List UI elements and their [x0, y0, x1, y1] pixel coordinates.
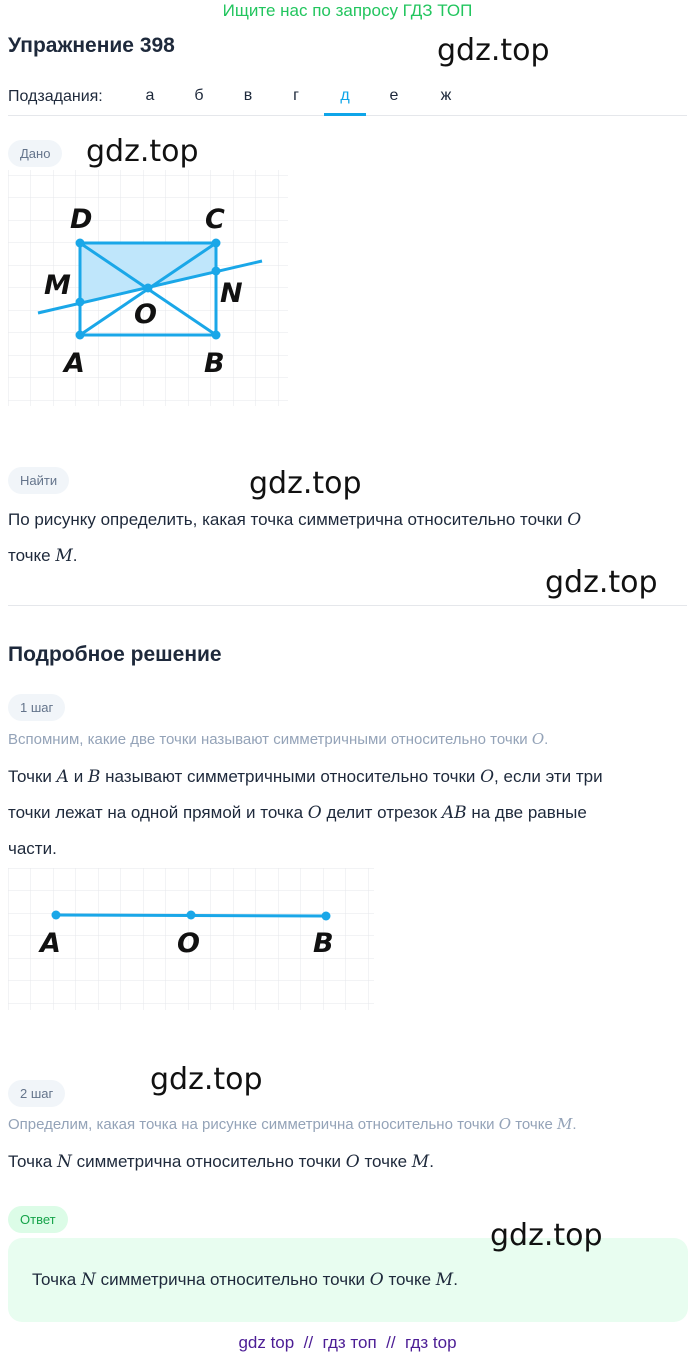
point-b	[212, 331, 221, 340]
label-a: A	[40, 928, 61, 959]
answer-text: Точка N симметрична относительно точки O точке M.	[32, 1270, 458, 1290]
label-b: B	[313, 928, 334, 959]
label-o: O	[177, 928, 200, 959]
footer-links[interactable]: gdz top // гдз топ // гдз top	[238, 1333, 457, 1352]
subtask-v[interactable]: в	[243, 87, 253, 104]
subtasks-label: Подзадания:	[8, 88, 103, 105]
label-c: C	[205, 204, 225, 235]
watermark: gdz.top	[86, 134, 199, 169]
active-tab-indicator	[324, 113, 366, 116]
step2-explanation: Точка N симметрична относительно точки O точке M.	[8, 1152, 434, 1172]
watermark: gdz.top	[150, 1062, 263, 1097]
find-statement: По рисунку определить, какая точка симметрична относительно точки O точке M.	[8, 510, 582, 566]
watermark: gdz.top	[249, 466, 362, 501]
watermark: gdz.top	[437, 33, 550, 68]
point-o	[187, 911, 196, 920]
step1-hint: Вспомним, какие две точки называют симметричными относительно точки O.	[8, 730, 549, 748]
var-m: M	[55, 546, 73, 566]
step2-badge: 2 шаг	[8, 1080, 65, 1107]
answer-badge: Ответ	[8, 1206, 68, 1233]
given-figure	[8, 170, 290, 410]
point-m	[76, 298, 85, 307]
step1-explanation: Точки A и B называют симметричными относительно точки O, если эти три точки лежат на одной прямой и точка O делит отрезок AB на две равные части.	[8, 767, 603, 858]
search-banner[interactable]: Ищите нас по запросу ГДЗ ТОП	[222, 1, 473, 20]
point-a	[76, 331, 85, 340]
solution-title: Подробное решение	[8, 643, 222, 666]
step2-hint: Определим, какая точка на рисунке симметрична относительно точки O точке M.	[8, 1115, 577, 1133]
point-c	[212, 239, 221, 248]
point-a	[52, 911, 61, 920]
given-badge: Дано	[8, 140, 62, 167]
label-d: D	[70, 204, 93, 235]
subtask-g[interactable]: г	[293, 87, 299, 104]
subtask-b[interactable]: б	[194, 87, 204, 104]
subtask-zh[interactable]: ж	[440, 87, 452, 104]
label-m: M	[44, 270, 71, 301]
page-title: Упражнение 398	[8, 34, 175, 57]
symmetry-figure	[8, 868, 378, 1014]
point-b	[322, 912, 331, 921]
find-badge: Найти	[8, 467, 69, 494]
subtask-a[interactable]: а	[145, 87, 155, 104]
point-d	[76, 239, 85, 248]
point-o	[144, 284, 153, 293]
section-divider	[8, 605, 687, 606]
point-n	[212, 267, 221, 276]
step1-badge: 1 шаг	[8, 694, 65, 721]
label-n: N	[220, 278, 243, 309]
var-o: O	[567, 510, 582, 530]
label-o: O	[134, 299, 157, 330]
subtask-d[interactable]: д	[340, 87, 350, 104]
watermark: gdz.top	[490, 1218, 603, 1253]
label-a: A	[64, 348, 85, 379]
watermark: gdz.top	[545, 565, 658, 600]
label-b: B	[204, 348, 225, 379]
subtask-e[interactable]: е	[389, 87, 399, 104]
